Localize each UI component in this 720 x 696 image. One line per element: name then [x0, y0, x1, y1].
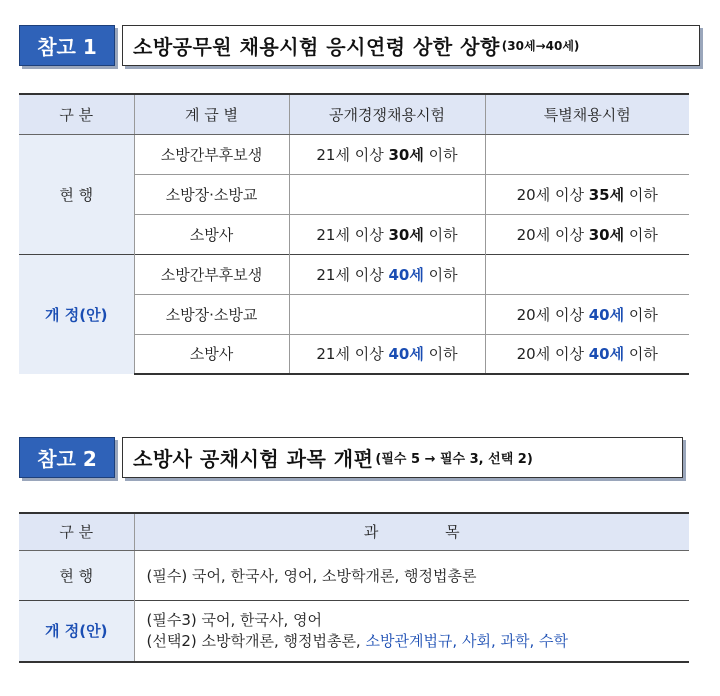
open-exam-cell: 21세 이상 30세 이하 — [289, 134, 485, 174]
open-exam-cell: 21세 이상 40세 이하 — [289, 334, 485, 374]
special-exam-cell: 20세 이상 40세 이하 — [485, 294, 689, 334]
section2-badge: 참고 2 — [19, 437, 115, 478]
special-exam-cell: 20세 이상 40세 이하 — [485, 334, 689, 374]
section1-subtitle: (30세→40세) — [501, 39, 580, 53]
section1-title-box — [122, 25, 700, 66]
section2-title-box — [122, 437, 683, 478]
section2-title: 소방사 공채시험 과목 개편 — [133, 447, 374, 471]
header-rank: 계 급 별 — [134, 94, 289, 134]
current-label: 현 행 — [19, 550, 134, 600]
group-revised-label: 개 정(안) — [19, 254, 134, 374]
revised-label: 개 정(안) — [19, 600, 134, 662]
special-exam-cell — [485, 134, 689, 174]
age-limit-table — [19, 93, 689, 375]
section2-subtitle: (필수 5 → 필수 3, 선택 2) — [375, 452, 533, 467]
header-category: 구 분 — [19, 513, 134, 550]
open-exam-cell: 21세 이상 30세 이하 — [289, 214, 485, 254]
header-subjects: 과 목 — [134, 513, 689, 550]
open-exam-cell: 21세 이상 40세 이하 — [289, 254, 485, 294]
rank-cell: 소방장·소방교 — [134, 174, 289, 214]
rank-cell: 소방사 — [134, 334, 289, 374]
open-exam-cell — [289, 174, 485, 214]
special-exam-cell — [485, 254, 689, 294]
rank-cell: 소방사 — [134, 214, 289, 254]
rank-cell: 소방간부후보생 — [134, 254, 289, 294]
revised-required-line: (필수3) 국어, 한국사, 영어 — [146, 610, 322, 629]
section1-title: 소방공무원 채용시험 응시연령 상한 상향 — [133, 35, 500, 59]
revised-elective-line: (선택2) 소방학개론, 행정법총론, 소방관계법규, 사회, 과학, 수학 — [146, 631, 568, 650]
special-exam-cell: 20세 이상 35세 이하 — [485, 174, 689, 214]
current-subjects: (필수) 국어, 한국사, 영어, 소방학개론, 행정법총론 — [134, 550, 689, 600]
section1-badge: 참고 1 — [19, 25, 115, 66]
group-current-label: 현 행 — [19, 134, 134, 254]
header-special-exam: 특별채용시험 — [485, 94, 689, 134]
subject-table — [19, 512, 689, 663]
rank-cell: 소방간부후보생 — [134, 134, 289, 174]
revised-subjects — [134, 600, 689, 662]
special-exam-cell: 20세 이상 30세 이하 — [485, 214, 689, 254]
rank-cell: 소방장·소방교 — [134, 294, 289, 334]
open-exam-cell — [289, 294, 485, 334]
header-category: 구 분 — [19, 94, 134, 134]
header-open-exam: 공개경쟁채용시험 — [289, 94, 485, 134]
